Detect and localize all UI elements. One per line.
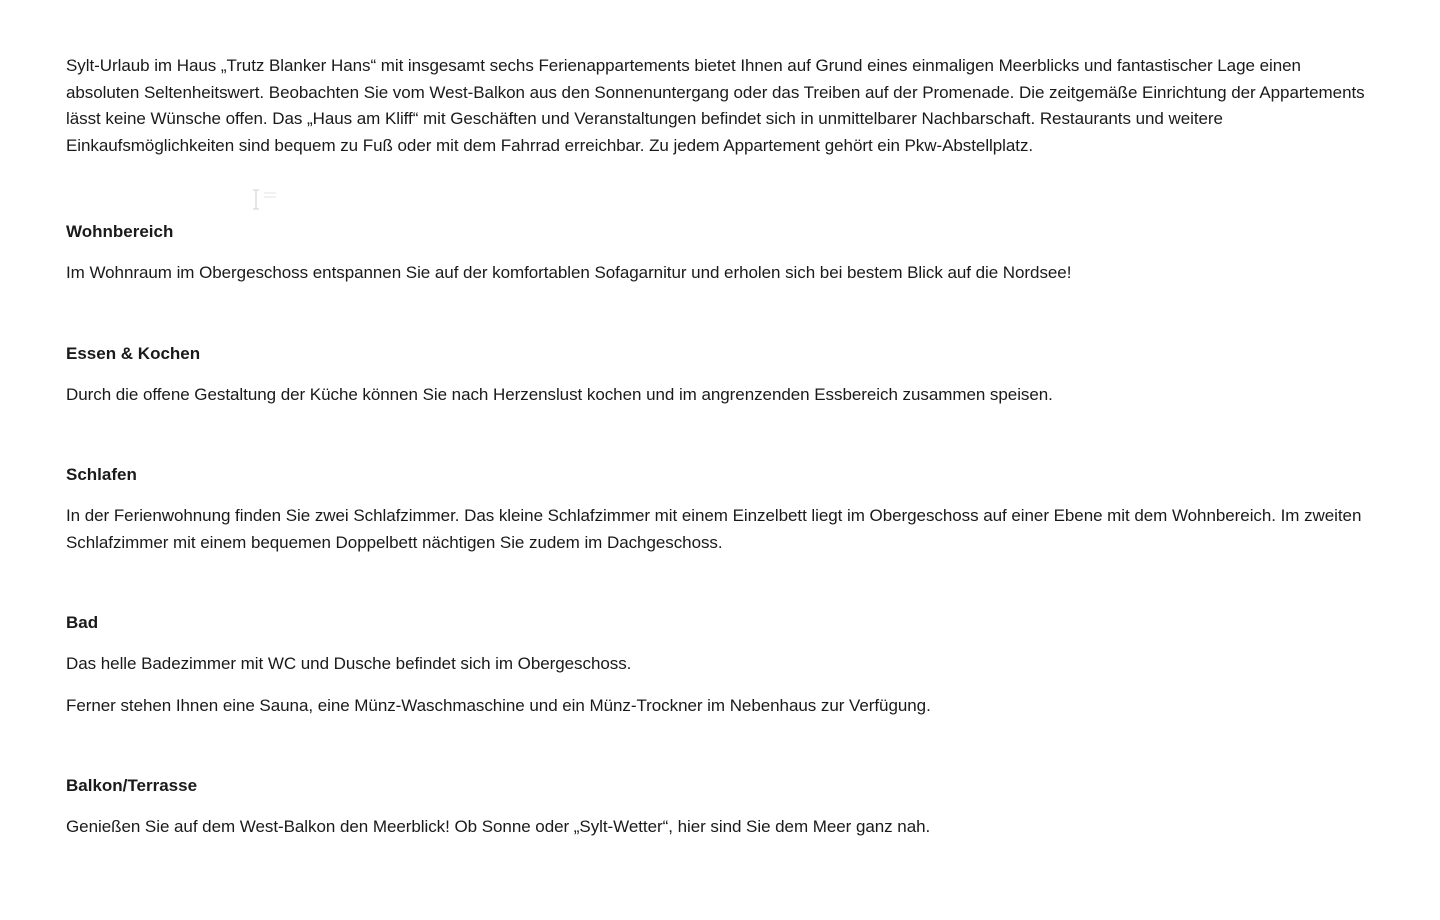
section-paragraph: In der Ferienwohnung finden Sie zwei Schlafzimmer. Das kleine Schlafzimmer mit einem Einzelbett liegt im Obergeschoss auf einer Ebene mit dem Wohnbereich. Im zweiten Schlafzimmer mit einem bequemen Doppelbett nächtigen Sie zudem im Dachgeschoss. (66, 506, 1362, 552)
section-heading: Schlafen (66, 465, 137, 484)
section-heading: Bad (66, 613, 99, 632)
intro-paragraph: Sylt-Urlaub im Haus „Trutz Blanker Hans“ mit insgesamt sechs Ferienappartements bietet Ihnen auf Grund eines einmaligen Meerblicks und fantastischer Lage einen absoluten Seltenheitswert. Beobachten Sie vom West-Balkon aus den Sonnenuntergang oder das Treiben auf der Promenade. Die zeitgemäße Einrichtung der Appartements lässt keine Wünsche offen. Das „Haus am Kliff“ mit Geschäften und Veranstaltungen befindet sich in unmittelbarer Nachbarschaft. Restaurants und weitere Einkaufsmöglichkeiten sind bequem zu Fuß oder mit dem Fahrrad erreichbar. Zu jedem Appartement gehört ein Pkw-Abstellplatz. (66, 56, 1365, 155)
section-schlafen (66, 462, 1370, 556)
section-heading: Wohnbereich (66, 222, 174, 241)
section-paragraph: Im Wohnraum im Obergeschoss entspannen Sie auf der komfortablen Sofagarnitur und erholen sich bei bestem Blick auf die Nordsee! (66, 263, 1072, 282)
section-bad (66, 610, 1370, 719)
section-paragraph: Das helle Badezimmer mit WC und Dusche befindet sich im Obergeschoss. (66, 654, 632, 673)
section-paragraph: Ferner stehen Ihnen eine Sauna, eine Münz-Waschmaschine und ein Münz-Trockner im Nebenhaus zur Verfügung. (66, 695, 931, 715)
section-paragraph: Genießen Sie auf dem West-Balkon den Meerblick! Ob Sonne oder „Sylt-Wetter“, hier sind Sie dem Meer ganz nah. (66, 817, 931, 836)
section-heading: Essen & Kochen (66, 343, 201, 363)
section-essen-kochen (66, 341, 1370, 409)
section-balkon-terrasse (66, 773, 1370, 841)
section-wohnbereich (66, 219, 1370, 287)
section-paragraph: Durch die offene Gestaltung der Küche können Sie nach Herzenslust kochen und im angrenzenden Essbereich zusammen speisen. (66, 384, 1053, 404)
section-heading: Balkon/Terrasse (66, 776, 198, 795)
text-cursor-icon (252, 188, 278, 212)
